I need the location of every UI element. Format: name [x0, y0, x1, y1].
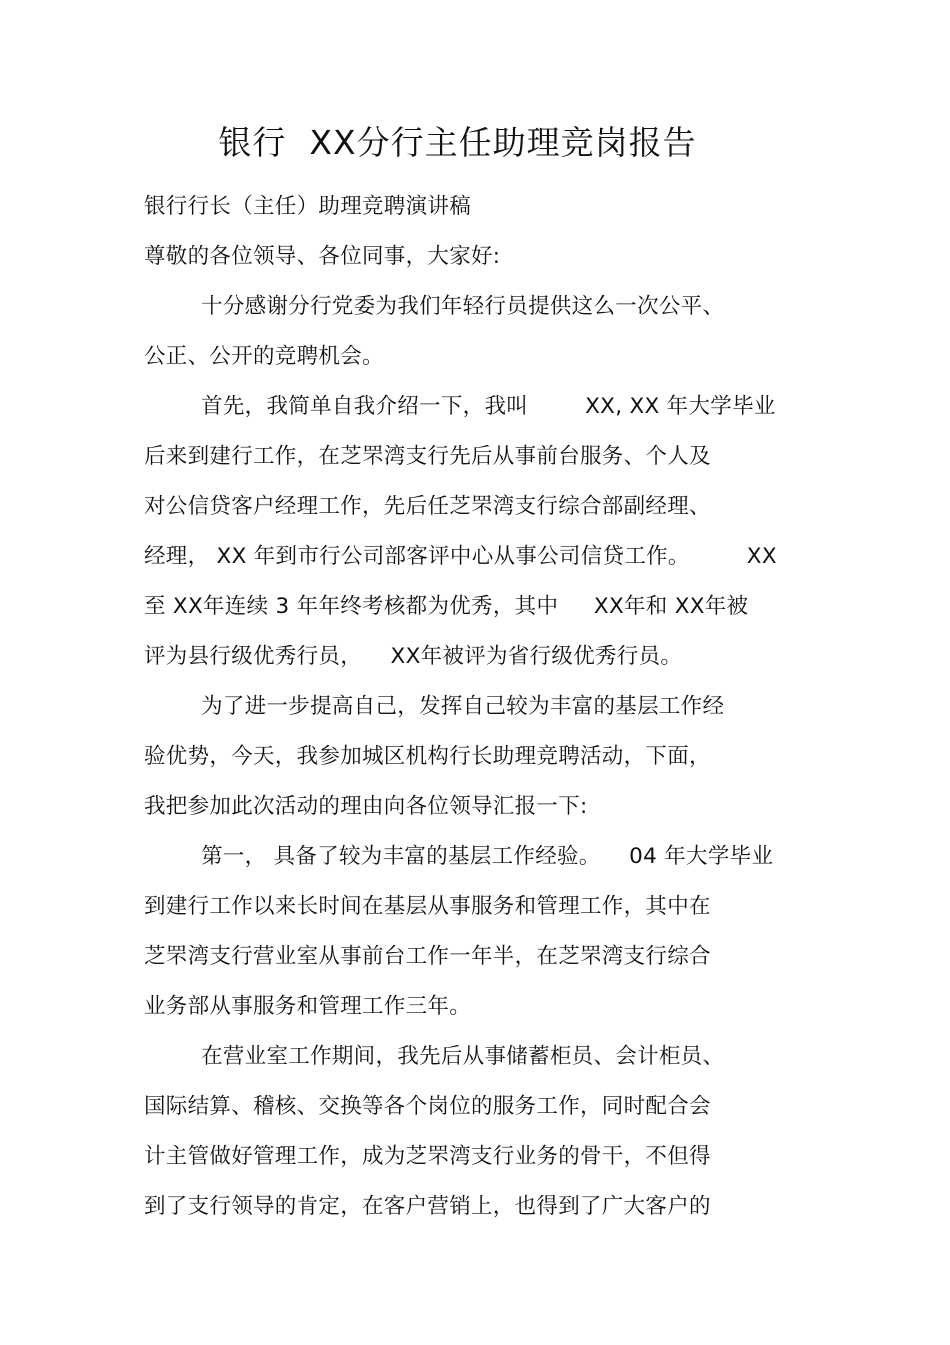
text-line: 芝罘湾支行营业室从事前台工作一年半，在芝罘湾支行综合	[144, 944, 711, 969]
text-line: 公正、公开的竞聘机会。	[144, 344, 384, 369]
text-line: 至 XX年连续 3 年年终考核都为优秀，其中 XX年和 XX年被	[144, 594, 749, 619]
text-line: 第一， 具备了较为丰富的基层工作经验。 04 年大学毕业	[144, 844, 774, 869]
text-line: 十分感谢分行党委为我们年轻行员提供这么一次公平、	[144, 294, 725, 319]
text-line: 到了支行领导的肯定，在客户营销上，也得到了广大客户的	[144, 1194, 711, 1219]
text-line: 经理， XX 年到市行公司部客评中心从事公司信贷工作。 XX	[144, 544, 777, 569]
text-line: 到建行工作以来长时间在基层从事服务和管理工作，其中在	[144, 894, 711, 919]
text-line: 验优势，今天，我参加城区机构行长助理竞聘活动，下面，	[144, 744, 711, 769]
text-line: 业务部从事服务和管理工作三年。	[144, 994, 472, 1019]
greeting-line: 尊敬的各位领导、各位同事，大家好:	[144, 244, 501, 269]
text-line: 我把参加此次活动的理由向各位领导汇报一下:	[144, 794, 588, 819]
text-line: 后来到建行工作，在芝罘湾支行先后从事前台服务、个人及	[144, 444, 711, 469]
text-line: 计主管做好管理工作，成为芝罘湾支行业务的骨干，不但得	[144, 1144, 711, 1169]
text-line: 对公信贷客户经理工作，先后任芝罘湾支行综合部副经理、	[144, 494, 711, 519]
text-line: 评为县行级优秀行员， XX年被评为省行级优秀行员。	[144, 644, 683, 669]
page-title: 银行 XX分行主任助理竞岗报告	[218, 123, 697, 162]
text-line: 在营业室工作期间，我先后从事储蓄柜员、会计柜员、	[144, 1044, 725, 1069]
text-line: 为了进一步提高自己，发挥自己较为丰富的基层工作经	[144, 694, 725, 719]
text-line: 首先，我简单自我介绍一下，我叫 XX, XX 年大学毕业	[144, 394, 776, 419]
text-line: 国际结算、稽核、交换等各个岗位的服务工作，同时配合会	[144, 1094, 711, 1119]
subtitle-line: 银行行长（主任）助理竞聘演讲稿	[144, 194, 472, 219]
